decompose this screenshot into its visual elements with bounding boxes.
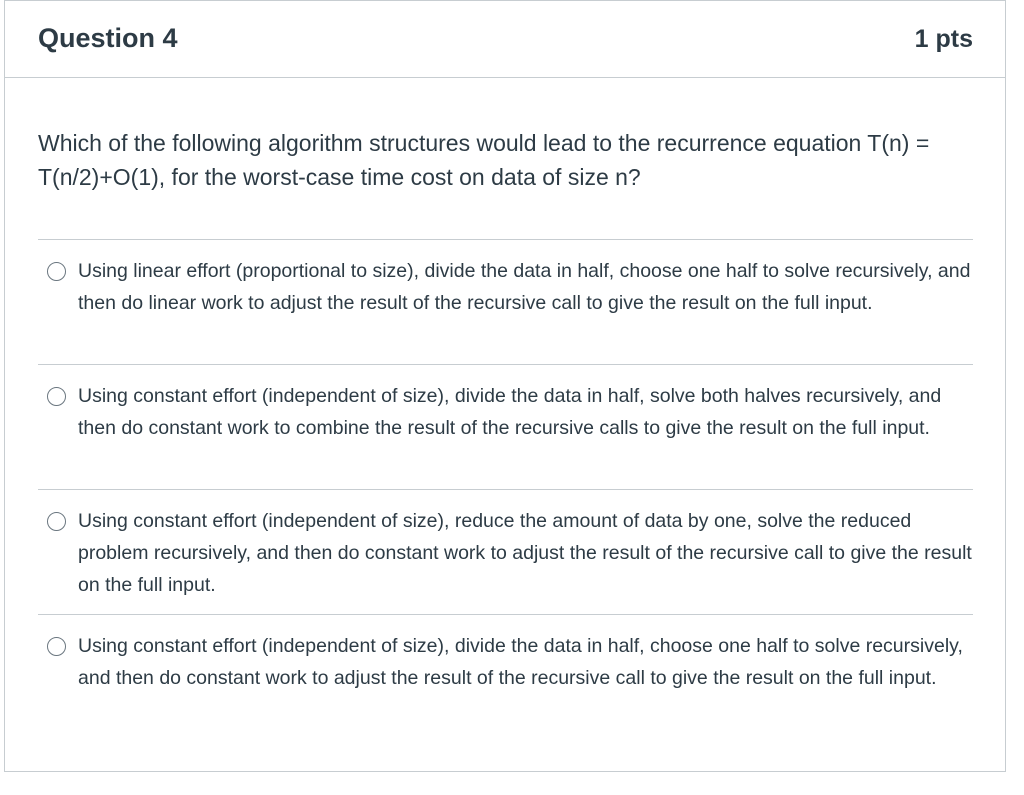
question-header bbox=[5, 1, 1005, 78]
radio-button-icon[interactable] bbox=[47, 262, 66, 281]
answer-option-4[interactable] bbox=[38, 614, 973, 739]
answer-option-2[interactable] bbox=[38, 364, 973, 489]
answer-list bbox=[38, 239, 973, 739]
answer-label[interactable]: Using constant effort (independent of size), reduce the amount of data by one, solve the reduced problem recursively, and then do constant work to adjust the result of the recursive call to give the result on the full input. bbox=[78, 510, 972, 596]
radio-button-icon[interactable] bbox=[47, 637, 66, 656]
question-card bbox=[4, 0, 1006, 772]
question-title: Question 4 bbox=[38, 23, 178, 53]
answer-label[interactable]: Using constant effort (independent of size), divide the data in half, solve both halves recursively, and then do constant work to combine the result of the recursive calls to give the result on the full input. bbox=[78, 385, 942, 439]
question-points: 1 pts bbox=[914, 25, 973, 53]
answer-option-3[interactable] bbox=[38, 489, 973, 614]
question-text: Which of the following algorithm structures would lead to the recurrence equation T(n) = T(n/2)+O(1), for the worst-case time cost on data of size n? bbox=[38, 130, 930, 190]
answer-label[interactable]: Using constant effort (independent of size), divide the data in half, choose one half to solve recursively, and then do constant work to adjust the result of the recursive call to give the result on the full input. bbox=[78, 635, 963, 689]
answer-option-1[interactable] bbox=[38, 239, 973, 364]
answer-label[interactable]: Using linear effort (proportional to size), divide the data in half, choose one half to solve recursively, and then do linear work to adjust the result of the recursive call to give the result on the full input. bbox=[78, 260, 971, 314]
radio-button-icon[interactable] bbox=[47, 387, 66, 406]
radio-button-icon[interactable] bbox=[47, 512, 66, 531]
